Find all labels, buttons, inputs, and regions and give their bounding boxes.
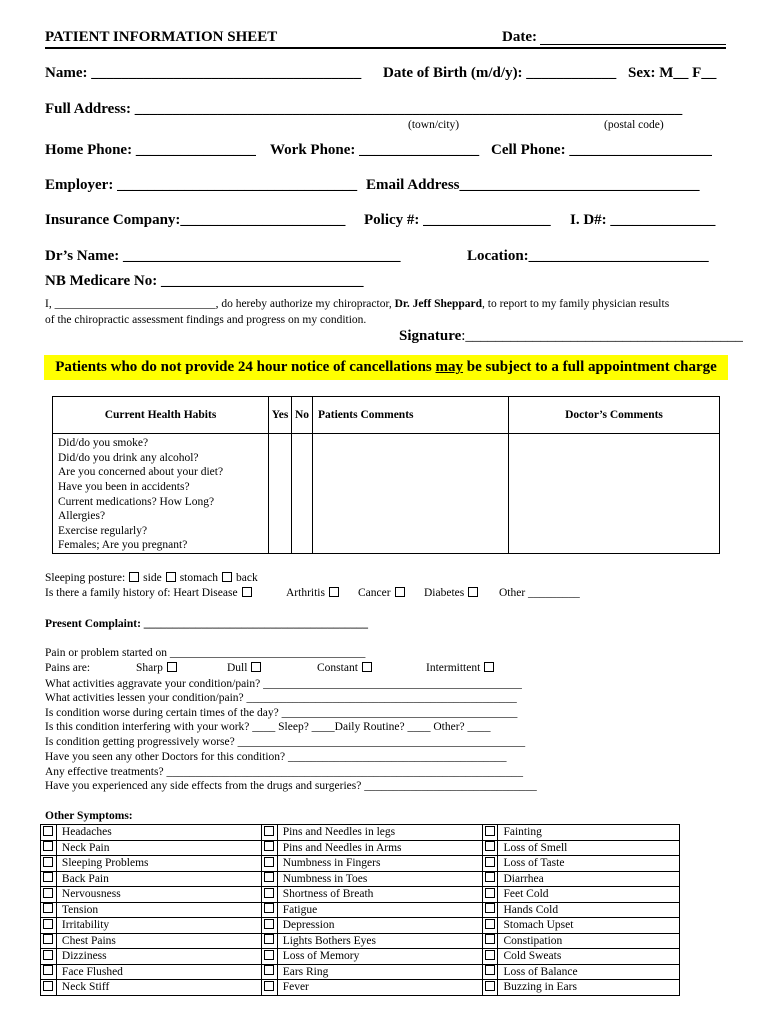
symptom-checkbox-cell	[41, 933, 57, 949]
symptom-checkbox-cell	[482, 825, 498, 841]
no-cell[interactable]	[292, 434, 313, 451]
checkbox[interactable]	[43, 965, 53, 975]
symptom-checkbox-cell	[41, 825, 57, 841]
symptom-checkbox-cell	[261, 918, 277, 934]
checkbox[interactable]	[43, 919, 53, 929]
checkbox[interactable]	[43, 826, 53, 836]
symptom-checkbox-cell	[482, 856, 498, 872]
doctor-comment-cell[interactable]	[509, 509, 720, 524]
symptom-label: Neck Pain	[56, 840, 261, 856]
checkbox[interactable]	[222, 572, 232, 582]
symptom-checkbox-cell	[261, 902, 277, 918]
question-interfering[interactable]: Is this condition interfering with your work? ____ Sleep? ____Daily Routine? ____ Other? ____	[45, 721, 491, 733]
symptom-checkbox-cell	[261, 856, 277, 872]
symptom-label: Headaches	[56, 825, 261, 841]
symptom-label: Tension	[56, 902, 261, 918]
symptom-label: Fainting	[498, 825, 680, 841]
no-cell[interactable]	[292, 465, 313, 480]
checkbox[interactable]	[264, 826, 274, 836]
habit-question: Females; Are you pregnant?	[53, 538, 269, 553]
checkbox[interactable]	[264, 919, 274, 929]
pain-sharp: Sharp	[136, 662, 181, 674]
symptom-label: Loss of Memory	[277, 949, 482, 965]
symptom-checkbox-cell	[482, 918, 498, 934]
checkbox[interactable]	[43, 903, 53, 913]
table-row	[53, 465, 720, 480]
symptom-checkbox-cell	[482, 949, 498, 965]
sex-field[interactable]: Sex: M__ F__	[628, 65, 717, 81]
checkbox[interactable]	[329, 587, 339, 597]
policy-field[interactable]: Policy #: _________________	[364, 212, 551, 228]
question-side-effects[interactable]: Have you experienced any side effects from the drugs and surgeries? ______________________________	[45, 780, 537, 792]
question-lessen[interactable]: What activities lessen your condition/pain? _______________________________________________	[45, 692, 517, 704]
col-patients-comments: Patients Comments	[313, 397, 509, 434]
family-diabetes: Diabetes	[424, 587, 482, 599]
table-row	[41, 825, 680, 841]
checkbox[interactable]	[484, 662, 494, 672]
yes-cell[interactable]	[269, 538, 292, 553]
symptom-label: Loss of Smell	[498, 840, 680, 856]
symptom-label: Back Pain	[56, 871, 261, 887]
symptom-checkbox-cell	[482, 964, 498, 980]
symptom-label: Diarrhea	[498, 871, 680, 887]
doctor-comment-cell[interactable]	[509, 494, 720, 509]
checkbox[interactable]	[485, 872, 495, 882]
symptom-checkbox-cell	[261, 933, 277, 949]
symptom-label: Face Flushed	[56, 964, 261, 980]
question-worse-times[interactable]: Is condition worse during certain times of the day? _________________________________________	[45, 707, 518, 719]
symptom-label: Stomach Upset	[498, 918, 680, 934]
habit-question: Have you been in accidents?	[53, 480, 269, 495]
yes-cell[interactable]	[269, 494, 292, 509]
table-row	[41, 949, 680, 965]
pain-started[interactable]: Pain or problem started on __________________________________	[45, 647, 366, 659]
symptom-label: Loss of Taste	[498, 856, 680, 872]
header-divider	[45, 47, 726, 49]
table-row	[41, 887, 680, 903]
symptom-label: Neck Stiff	[56, 980, 261, 996]
patient-comment-cell[interactable]	[313, 451, 509, 466]
symptom-checkbox-cell	[41, 949, 57, 965]
habit-question: Did/do you smoke?	[53, 434, 269, 451]
table-row	[53, 524, 720, 539]
table-row	[53, 480, 720, 495]
checkbox[interactable]	[485, 950, 495, 960]
checkbox[interactable]	[166, 572, 176, 582]
checkbox[interactable]	[485, 981, 495, 991]
symptom-checkbox-cell	[482, 871, 498, 887]
yes-cell[interactable]	[269, 509, 292, 524]
checkbox[interactable]	[395, 587, 405, 597]
symptom-label: Numbness in Fingers	[277, 856, 482, 872]
habit-question: Current medications? How Long?	[53, 494, 269, 509]
checkbox[interactable]	[264, 857, 274, 867]
employer-field[interactable]: Employer: ________________________________	[45, 177, 358, 193]
table-row	[53, 494, 720, 509]
patient-comment-cell[interactable]	[313, 465, 509, 480]
dob-field[interactable]: Date of Birth (m/d/y): ____________	[383, 65, 617, 81]
no-cell[interactable]	[292, 538, 313, 553]
symptom-checkbox-cell	[261, 949, 277, 965]
checkbox[interactable]	[362, 662, 372, 672]
symptom-checkbox-cell	[482, 887, 498, 903]
work-phone-field[interactable]: Work Phone: ________________	[270, 142, 480, 158]
symptom-label: Buzzing in Ears	[498, 980, 680, 996]
checkbox[interactable]	[485, 965, 495, 975]
pains-are-label: Pains are:	[45, 662, 91, 674]
checkbox[interactable]	[485, 857, 495, 867]
symptom-label: Hands Cold	[498, 902, 680, 918]
symptom-checkbox-cell	[261, 887, 277, 903]
doctor-comment-cell[interactable]	[509, 434, 720, 451]
checkbox[interactable]	[264, 934, 274, 944]
checkbox[interactable]	[43, 857, 53, 867]
no-cell[interactable]	[292, 480, 313, 495]
patient-comment-cell[interactable]	[313, 434, 509, 451]
patient-comment-cell[interactable]	[313, 538, 509, 553]
pain-constant: Constant	[317, 662, 376, 674]
family-other[interactable]: Other _________	[499, 587, 580, 599]
postal-code-hint: (postal code)	[604, 119, 664, 131]
no-cell[interactable]	[292, 509, 313, 524]
authorization-line-1: I, ____________________________, do hereby authorize my chiropractor, Dr. Jeff Sheppard, to report to my family physician results	[45, 298, 670, 310]
no-cell[interactable]	[292, 524, 313, 539]
home-phone-field[interactable]: Home Phone: ________________	[45, 142, 256, 158]
checkbox[interactable]	[485, 919, 495, 929]
dr-name-field[interactable]: Dr’s Name: _____________________________________	[45, 248, 401, 264]
checkbox[interactable]	[264, 872, 274, 882]
family-arthritis: Arthritis	[286, 587, 343, 599]
table-row	[41, 980, 680, 996]
symptom-label: Nervousness	[56, 887, 261, 903]
doctor-comment-cell[interactable]	[509, 538, 720, 553]
insurance-field[interactable]: Insurance Company:______________________	[45, 212, 346, 228]
location-field[interactable]: Location:________________________	[467, 248, 709, 264]
checkbox[interactable]	[468, 587, 478, 597]
symptom-label: Ears Ring	[277, 964, 482, 980]
checkbox[interactable]	[485, 934, 495, 944]
question-treatments[interactable]: Any effective treatments? ______________________________________________________________	[45, 766, 523, 778]
checkbox[interactable]	[251, 662, 261, 672]
symptom-label: Dizziness	[56, 949, 261, 965]
checkbox[interactable]	[167, 662, 177, 672]
table-row	[41, 933, 680, 949]
symptom-checkbox-cell	[482, 933, 498, 949]
symptom-checkbox-cell	[482, 902, 498, 918]
symptom-label: Numbness in Toes	[277, 871, 482, 887]
id-field[interactable]: I. D#: ______________	[570, 212, 716, 228]
symptom-checkbox-cell	[261, 825, 277, 841]
page-title: PATIENT INFORMATION SHEET	[45, 29, 278, 45]
no-cell[interactable]	[292, 451, 313, 466]
doctor-comment-cell[interactable]	[509, 524, 720, 539]
medicare-field[interactable]: NB Medicare No: ___________________________	[45, 273, 364, 289]
symptom-checkbox-cell	[482, 980, 498, 996]
symptom-checkbox-cell	[261, 871, 277, 887]
checkbox[interactable]	[43, 872, 53, 882]
checkbox[interactable]	[43, 888, 53, 898]
symptom-checkbox-cell	[482, 840, 498, 856]
symptom-label: Sleeping Problems	[56, 856, 261, 872]
checkbox[interactable]	[264, 888, 274, 898]
checkbox[interactable]	[264, 903, 274, 913]
symptom-checkbox-cell	[41, 887, 57, 903]
doctor-comment-cell[interactable]	[509, 465, 720, 480]
table-row	[53, 509, 720, 524]
table-row	[53, 434, 720, 451]
pain-dull: Dull	[227, 662, 265, 674]
symptom-checkbox-cell	[41, 980, 57, 996]
symptom-checkbox-cell	[41, 964, 57, 980]
doctor-name: Dr. Jeff Sheppard	[394, 298, 483, 310]
pain-intermittent: Intermittent	[426, 662, 498, 674]
symptom-label: Pins and Needles in Arms	[277, 840, 482, 856]
symptom-label: Fever	[277, 980, 482, 996]
question-other-doctors[interactable]: Have you seen any other Doctors for this condition? ______________________________________	[45, 751, 507, 763]
name-field[interactable]: Name: ____________________________________	[45, 65, 362, 81]
symptom-label: Chest Pains	[56, 933, 261, 949]
checkbox[interactable]	[129, 572, 139, 582]
yes-cell[interactable]	[269, 465, 292, 480]
doctor-comment-cell[interactable]	[509, 451, 720, 466]
email-field[interactable]: Email Address________________________________	[366, 177, 700, 193]
table-row	[41, 902, 680, 918]
checkbox[interactable]	[43, 841, 53, 851]
symptom-checkbox-cell	[261, 840, 277, 856]
table-row	[41, 856, 680, 872]
health-habits-table	[52, 396, 720, 554]
doctor-comment-cell[interactable]	[509, 480, 720, 495]
symptom-label: Cold Sweats	[498, 949, 680, 965]
symptom-checkbox-cell	[41, 856, 57, 872]
table-row	[41, 918, 680, 934]
habit-question: Are you concerned about your diet?	[53, 465, 269, 480]
checkbox[interactable]	[43, 950, 53, 960]
yes-cell[interactable]	[269, 451, 292, 466]
table-row	[53, 538, 720, 553]
checkbox[interactable]	[264, 841, 274, 851]
family-cancer: Cancer	[358, 587, 409, 599]
table-row	[41, 871, 680, 887]
symptom-checkbox-cell	[261, 964, 277, 980]
habit-question: Exercise regularly?	[53, 524, 269, 539]
other-symptoms-label: Other Symptoms:	[45, 810, 133, 822]
symptom-label: Shortness of Breath	[277, 887, 482, 903]
address-field[interactable]: Full Address: _________________________________________________________________________	[45, 101, 683, 117]
col-current-health-habits: Current Health Habits	[53, 397, 269, 434]
yes-cell[interactable]	[269, 524, 292, 539]
checkbox[interactable]	[485, 888, 495, 898]
signature-field[interactable]: Signature:_____________________________________	[399, 328, 743, 344]
symptom-checkbox-cell	[41, 918, 57, 934]
patient-comment-cell[interactable]	[313, 524, 509, 539]
yes-cell[interactable]	[269, 480, 292, 495]
date-label: Date:	[502, 29, 537, 45]
symptom-label: Feet Cold	[498, 887, 680, 903]
cancellation-notice: Patients who do not provide 24 hour notice of cancellations may be subject to a full appointment charge	[44, 355, 728, 380]
symptom-label: Irritability	[56, 918, 261, 934]
table-row	[53, 451, 720, 466]
town-city-hint: (town/city)	[408, 119, 460, 131]
symptom-label: Constipation	[498, 933, 680, 949]
symptoms-table	[40, 824, 680, 996]
checkbox[interactable]	[264, 981, 274, 991]
table-row	[41, 964, 680, 980]
question-progressive[interactable]: Is condition getting progressively worse? __________________________________________________	[45, 736, 526, 748]
question-aggravate[interactable]: What activities aggravate your condition/pain? _____________________________________________	[45, 678, 522, 690]
authorization-line-2: of the chiropractic assessment findings and progress on my condition.	[45, 314, 367, 326]
checkbox[interactable]	[43, 981, 53, 991]
patient-comment-cell[interactable]	[313, 509, 509, 524]
checkbox[interactable]	[485, 903, 495, 913]
checkbox[interactable]	[264, 950, 274, 960]
symptom-checkbox-cell	[41, 871, 57, 887]
yes-cell[interactable]	[269, 434, 292, 451]
cell-phone-field[interactable]: Cell Phone: ___________________	[491, 142, 712, 158]
habit-question: Allergies?	[53, 509, 269, 524]
symptom-label: Depression	[277, 918, 482, 934]
habit-question: Did/do you drink any alcohol?	[53, 451, 269, 466]
family-history: Is there a family history of: Heart Disease	[45, 587, 256, 599]
checkbox[interactable]	[43, 934, 53, 944]
col-yes: Yes	[269, 397, 292, 434]
no-cell[interactable]	[292, 494, 313, 509]
checkbox[interactable]	[242, 587, 252, 597]
patient-comment-cell[interactable]	[313, 480, 509, 495]
patient-comment-cell[interactable]	[313, 494, 509, 509]
symptom-label: Pins and Needles in legs	[277, 825, 482, 841]
checkbox[interactable]	[485, 841, 495, 851]
symptom-label: Fatigue	[277, 902, 482, 918]
symptom-checkbox-cell	[261, 980, 277, 996]
symptom-label: Lights Bothers Eyes	[277, 933, 482, 949]
col-doctors-comments: Doctor’s Comments	[509, 397, 720, 434]
col-no: No	[292, 397, 313, 434]
present-complaint[interactable]: Present Complaint: _______________________________________	[45, 618, 369, 630]
sleeping-posture: Sleeping posture: side stomach back	[45, 572, 258, 584]
symptom-checkbox-cell	[41, 840, 57, 856]
symptom-checkbox-cell	[41, 902, 57, 918]
checkbox[interactable]	[485, 826, 495, 836]
table-row	[41, 840, 680, 856]
symptom-label: Loss of Balance	[498, 964, 680, 980]
date-field[interactable]	[540, 44, 726, 45]
checkbox[interactable]	[264, 965, 274, 975]
